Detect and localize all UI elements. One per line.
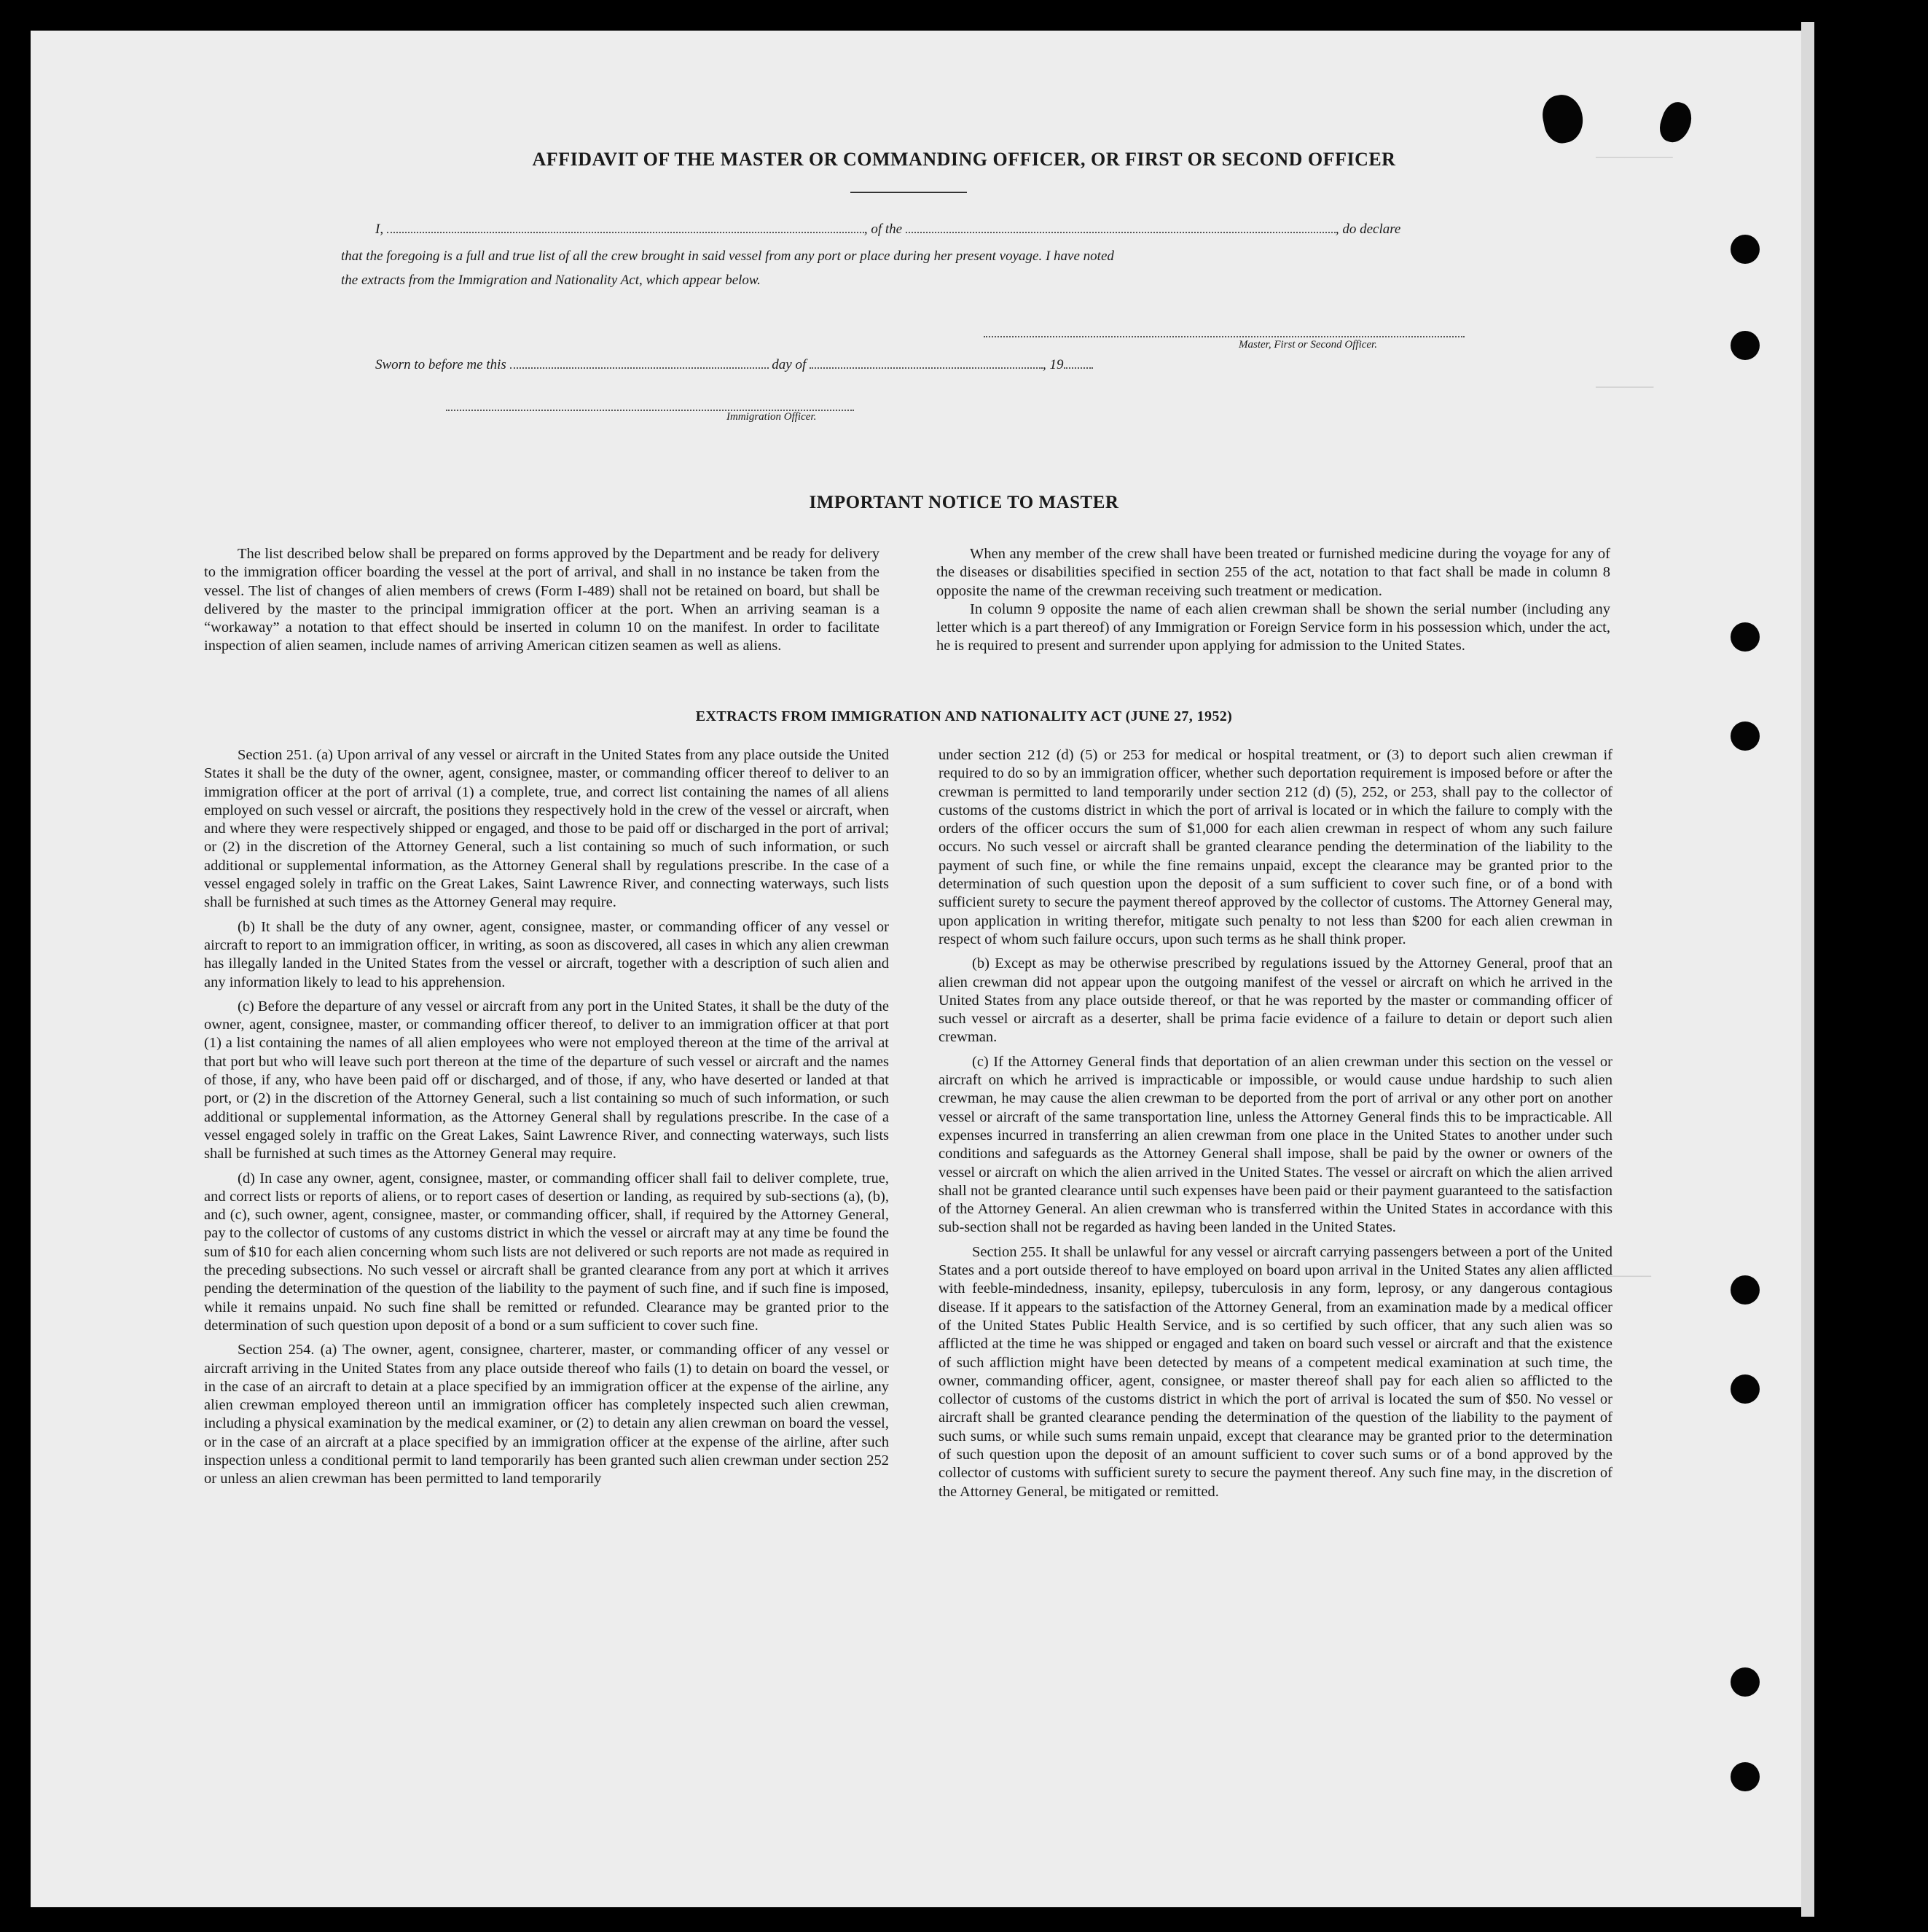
extract-paragraph: under section 212 (d) (5) or 253 for medical or hospital treatment, or (3) to deport such alien crewman if required to do so by an immigration officer, whether such deportation requirement is imposed before or after the crewman is permitted to land temporarily under section 212 (d) (5), 252, or 253, shall pay to the collector of customs of the customs district in which the port of arrival is located or in which the failure to comply with the orders of the officer occurs the sum of $1,000 for each alien crewman in respect of whom any such failure occurs. No such vessel or aircraft shall be granted clearance pending the determination of the liability to the payment of such fine, or while the fine remains unpaid, except the clearance may be granted prior to the determination of such question upon the deposit of a sum sufficient to cover such fine, or of a bond with sufficient surety to secure the payment thereof approved by the collector of customs. The Attorney General may, upon application in writing therefor, mitigate such penalty to not less than $200 for each alien crewman in respect of whom such failure occurs, upon such terms as he shall think proper. <box>938 747 1612 947</box>
punch-hole <box>1731 1667 1760 1697</box>
punch-hole <box>1731 235 1760 264</box>
immigration-officer-label: Immigration Officer. <box>726 411 817 423</box>
of-the-label: , of the <box>863 222 903 237</box>
punch-hole <box>1731 622 1760 652</box>
extract-paragraph: (b) Except as may be otherwise prescribed by regulations issued by the Attorney General, proof that an alien crewman did not appear upon the outgoing manifest of the vessel or aircraft on which he arrived in the United States from any place outside thereof, or that he was reported by the master or commanding officer of such vessel or aircraft as a deserter, shall be prima facie evidence of a failure to detain or deport such alien crewman. <box>938 955 1612 1046</box>
notice-title: IMPORTANT NOTICE TO MASTER <box>809 493 1119 512</box>
notice-paragraph: The list described below shall be prepared on forms approved by the Department and be ready for delivery to the immigration officer boarding the vessel at the port of arrival, and shall in no instance be taken from the vessel. The list of changes of alien members of crews (Form I-489) shall not be retained on board, but shall be delivered by the master to the principal immigration officer at the port. When an arriving seaman is a “workaway” a notation to that effect should be inserted in column 10 on the manifest. In order to facilitate inspection of alien seamen, include names of arriving American citizen seamen as well as aliens. <box>204 546 879 654</box>
page-edge <box>1801 22 1814 1917</box>
year-label: , 19 <box>1043 357 1064 372</box>
vessel-name-field[interactable] <box>906 222 1336 233</box>
punch-hole <box>1731 331 1760 360</box>
extract-paragraph: (d) In case any owner, agent, consignee, master, or commanding officer shall fail to deliver complete, true, and correct lists or reports of aliens, or to report cases of desertion or landing, as required by sub-sections (a), (b), and (c), such owner, agent, consignee, master, or commanding officer, shall, if required by the Attorney General, pay to the collector of customs of any customs district in which the vessel or aircraft may at any time be found the sum of $10 for each alien concerning whom such lists are not delivered or such reports are not made as required in the preceding subsections. No such vessel or aircraft shall be granted clearance from any port at which it arrives pending the determination of the question of the liability to the payment of such fine, and if such fine is imposed, while it remains unpaid. No such fine shall be remitted or refunded. Clearance may be granted prior to the determination of such question upon deposit of a bond or a sum sufficient to cover such fine. <box>204 1170 889 1334</box>
punch-hole <box>1731 1275 1760 1305</box>
notice-right-column <box>936 545 1610 662</box>
immigration-officer-signature-field[interactable] <box>446 399 854 411</box>
do-declare-label: , do declare <box>1335 222 1401 237</box>
punch-hole <box>1731 721 1760 751</box>
extracts-right-column <box>938 746 1612 1507</box>
master-signature-field[interactable] <box>984 326 1465 337</box>
extract-paragraph: (c) If the Attorney General finds that deportation of an alien crewman under this section on the vessel or aircraft on which he arrived is impracticable or impossible, or would cause undue hardship to such alien crewman, he may cause the alien crewman to be deported from the port of arrival or any other port on another vessel or aircraft of the same transportation line, unless the Attorney General finds this to be impracticable. All expenses incurred in transferring an alien crewman from one place in the United States to another under such conditions and safeguards as the Attorney General shall impose, shall be paid by the owner or owners of the vessel or aircraft on which the alien arrived in the United States. The vessel or aircraft on which the alien arrived shall not be granted clearance until such expenses have been paid or their payment guaranteed to the satisfaction of the Attorney General. An alien crewman who is transferred within the United States in accordance with this sub-section shall not be regarded as having been landed in the United States. <box>938 1053 1612 1236</box>
extract-paragraph: (c) Before the departure of any vessel or aircraft from any port in the United States, it shall be the duty of the owner, agent, consignee, master, or commanding officer thereof, to deliver to an immigration officer at that port (1) a list containing the names of all alien employees who were not employed thereon at the time of the arrival at that port but who will leave such port thereon at the time of the departure of such vessel or aircraft and the names of those, if any, who have been paid off or discharged, and of those, if any, who have deserted or landed at that port, or (2) in the discretion of the Attorney General, such a list containing so much of such information, or such additional or supplemental information, as the Attorney General shall by regulations prescribe. In the case of a vessel engaged solely in traffic on the Great Lakes, Saint Lawrence River, and connecting waterways, such lists shall be furnished at such times as the Attorney General may require. <box>204 998 889 1162</box>
declarant-prefix: I, <box>375 222 384 237</box>
affidavit-title: AFFIDAVIT OF THE MASTER OR COMMANDING OFFICER, OR FIRST OR SECOND OFFICER <box>532 149 1396 170</box>
extract-paragraph: Section 251. (a) Upon arrival of any vessel or aircraft in the United States from any place outside the United States it shall be the duty of the owner, agent, consignee, master, or commanding officer thereof to deliver to an immigration officer at the port of arrival (1) a complete, true, and correct list containing the names of all aliens employed on such vessel or aircraft, the positions they respectively hold in the crew of the vessel or aircraft, when and where they were respectively shipped or engaged, and those to be paid off or discharged in the port of arrival; or (2) in the discretion of the Attorney General, such a list containing so much of such information, or such additional or supplemental information, as the Attorney General shall by regulations prescribe. In the case of a vessel engaged solely in traffic on the Great Lakes, Saint Lawrence River, and connecting waterways, such lists shall be furnished at such times as the Attorney General may require. <box>204 747 889 911</box>
title-rule <box>850 192 967 193</box>
notice-paragraph: When any member of the crew shall have been treated or furnished medicine during the voyage for any of the diseases or disabilities specified in section 255 of the act, notation to that fact shall be made in column 8 opposite the name of the crewman receiving such treatment or medication. <box>936 546 1610 599</box>
punch-hole <box>1731 1374 1760 1404</box>
sworn-year-field[interactable] <box>1064 357 1093 369</box>
extract-paragraph: (b) It shall be the duty of any owner, agent, consignee, master, or commanding officer of any vessel or aircraft to report to an immigration officer, in writing, as soon as discovered, all cases in which any alien crewman has illegally landed in the United States from the vessel or aircraft, together with a description of such alien and any information likely to lead to his apprehension. <box>204 918 889 990</box>
day-of-label: day of <box>772 357 807 372</box>
punch-hole <box>1731 1762 1760 1791</box>
sworn-label: Sworn to before me this <box>375 357 506 372</box>
bleed-through: ──────── <box>1596 149 1673 168</box>
declarant-line <box>375 222 1400 238</box>
declaration-text-2: the extracts from the Immigration and Nationality Act, which appear below. <box>341 273 761 288</box>
sworn-day-field[interactable] <box>510 357 769 369</box>
declaration-text: that the foregoing is a full and true list of all the crew brought in said vessel from any port or place during her present voyage. I have noted <box>341 249 1114 264</box>
declarant-name-field[interactable] <box>387 222 864 233</box>
extracts-title: EXTRACTS FROM IMMIGRATION AND NATIONALITY ACT (JUNE 27, 1952) <box>695 708 1233 724</box>
sworn-month-field[interactable] <box>810 357 1043 369</box>
extracts-left-column <box>204 746 889 1495</box>
master-signature-label: Master, First or Second Officer. <box>1239 339 1377 351</box>
bleed-through: ────── <box>1596 379 1654 397</box>
notice-left-column <box>204 545 879 662</box>
bleed-through: ───── <box>1603 1268 1652 1286</box>
extract-paragraph: Section 254. (a) The owner, agent, consignee, charterer, master, or commanding officer of any vessel or aircraft arriving in the United States from any place outside thereof who fails (1) to detain on board the vessel, or in the case of an aircraft to detain at a place specified by an immigration officer at the expense of the airline, any alien crewman employed thereon until an immigration officer has completely inspected such alien crewman, including a physical examination by the medical examiner, or (2) to detain any alien crewman on board the vessel, or in the case of an aircraft at a place specified by an immigration officer at the expense of the airline, after such inspection unless a conditional permit to land temporarily has been granted such alien crewman under section 252 or unless an alien crewman has been permitted to land temporarily <box>204 1342 889 1487</box>
notice-paragraph: In column 9 opposite the name of each alien crewman shall be shown the serial number (including any letter which is a part thereof) of any Immigration or Foreign Service form in his possession which, under the act, he is required to present and surrender upon applying for admission to the United States. <box>936 601 1610 654</box>
sworn-line <box>375 357 1093 373</box>
extract-paragraph: Section 255. It shall be unlawful for any vessel or aircraft carrying passengers between a port of the United States and a port outside thereof to have employed on board upon arrival in the United States any alien afflicted with feeble-mindedness, insanity, epilepsy, tuberculosis in any form, leprosy, or any dangerous contagious disease. If it appears to the satisfaction of the Attorney General, from an examination made by a medical officer of the United States Public Health Service, and is so certified by such officer, that any such alien was so afflicted at the time he was shipped or engaged and taken on board such vessel or aircraft and that the existence of such affliction might have been detected by means of a competent medical examination at such time, the owner, commanding officer, agent, consignee, or master thereof shall pay for each alien so afflicted to the collector of customs of the customs district in which the port of arrival is located the sum of $50. No vessel or aircraft shall be granted clearance pending the determination of the question of the liability to the payment of such sums, or while such sums remain unpaid, except that clearance may be granted prior to the determination of such question upon the deposit of an amount sufficient to cover such sums or of a bond approved by the collector of customs with sufficient surety to secure the payment thereof. Any such fine may, in the discretion of the Attorney General, be mitigated or remitted. <box>938 1243 1612 1500</box>
